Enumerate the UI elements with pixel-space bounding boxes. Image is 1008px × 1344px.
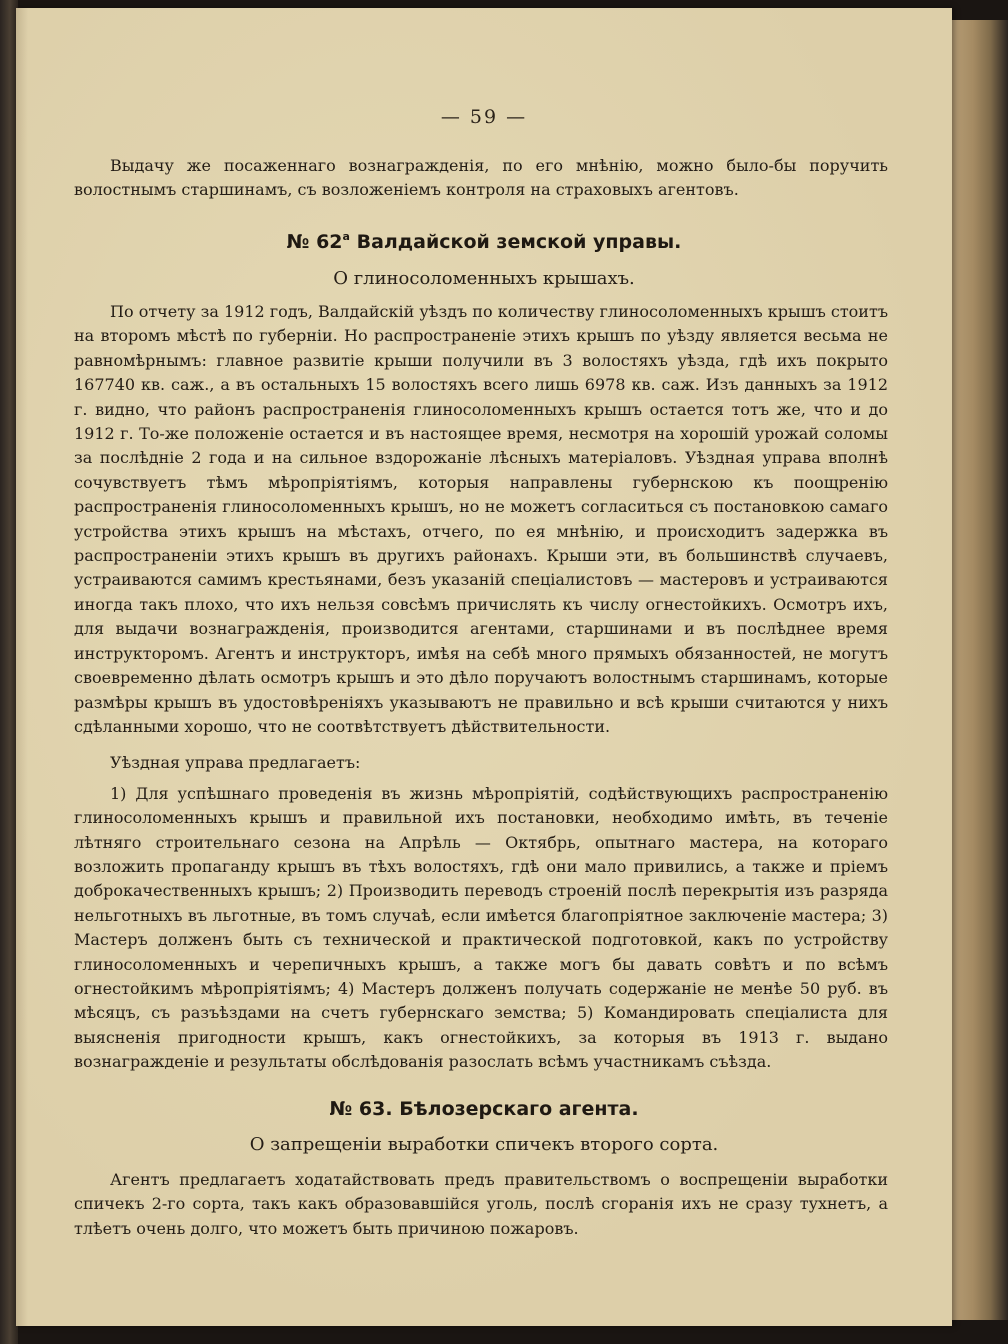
section-62-heading bbox=[16, 230, 952, 253]
section-62-number: № 62 bbox=[286, 231, 343, 253]
section-63-heading: № 63. Бѣлозерскаго агента. bbox=[329, 1098, 639, 1120]
section-62-body bbox=[74, 300, 888, 1075]
page-stack-edge bbox=[950, 20, 1008, 1320]
intro-paragraph-block bbox=[74, 154, 888, 203]
section-62-paragraph-3: 1) Для успѣшнаго проведенія въ жизнь мѣропріятій, содѣйствующихъ распространенію глиносоломенныхъ крышъ и правильной ихъ постановки, необходимо имѣть, въ теченіе лѣтняго строительнаго сезона на Апрѣль — Октябрь, опытнаго мастера, на котораго возложить пропаганду крышъ въ тѣхъ волостяхъ, гдѣ они мало привились, а также и пріемъ доброкачественныхъ крышъ; 2) Производить переводъ строеній послѣ перекрытія изъ разряда нельготныхъ въ льготные, въ томъ случаѣ, если имѣется благопріятное заключеніе мастера; 3) Мастеръ долженъ быть съ технической и практической подготовкой, какъ по устройству глиносоломенныхъ и черепичныхъ крышъ, а также могъ бы давать совѣтъ и по всѣмъ огнестойкимъ мѣропріятіямъ; 4) Мастеръ долженъ получать содержаніе не менѣе 50 руб. въ мѣсяцъ, съ разъѣздами на счетъ губернскаго земства; 5) Командировать спеціалиста для выясненія пригодности крышъ, какъ огнестойкихъ, за которыя въ 1913 г. выдано вознагражденіе и результаты обслѣдованія разослать всѣмъ участникамъ съѣзда. bbox=[74, 783, 888, 1072]
section-62-paragraph-2: Уѣздная управа предлагаетъ: bbox=[110, 753, 361, 773]
section-62-superscript: а bbox=[342, 230, 350, 243]
section-62-subtitle: О глиносоломенныхъ крышахъ. bbox=[333, 268, 635, 289]
section-63-paragraph-1: Агентъ предлагаетъ ходатайствовать предъ правительствомъ о воспрещеніи выработки спичекъ 2-го сорта, такъ какъ образовавшійся уголь, послѣ сгоранія ихъ не сразу тухнетъ, а тлѣетъ очень долго, что можетъ быть причиною пожаровъ. bbox=[74, 1170, 888, 1238]
intro-paragraph: Выдачу же посаженнаго вознагражденія, по его мнѣнію, можно было-бы поручить волостнымъ старшинамъ, съ возложеніемъ контроля на страховыхъ агентовъ. bbox=[74, 156, 888, 200]
section-63-subtitle: О запрещеніи выработки спичекъ второго сорта. bbox=[249, 1134, 719, 1155]
document-page bbox=[16, 8, 952, 1326]
section-63-body bbox=[74, 1168, 888, 1241]
section-62-paragraph-1: По отчету за 1912 годъ, Валдайскій уѣздъ по количеству глиносоломенныхъ крышъ стоитъ на второмъ мѣстѣ по губерніи. Но распространеніе этихъ крышъ по уѣзду является весьма не равномѣрнымъ: главное развитіе крыши получили въ 3 волостяхъ уѣзда, гдѣ ихъ покрыто 167740 кв. саж., а въ остальныхъ 15 волостяхъ всего лишь 6978 кв. саж. Изъ данныхъ за 1912 г. видно, что районъ распространенія глиносоломенныхъ крышъ остается тотъ же, что и до 1912 г. То-же положеніе остается и въ настоящее время, несмотря на хорошій урожай соломы за послѣдніе 2 года и на сильное вздорожаніе лѣсныхъ матеріаловъ. Уѣздная управа вполнѣ сочувствуетъ тѣмъ мѣропріятіямъ, которыя направлены губернскою къ поощренію распространенія глиносоломенныхъ крышъ, но не можетъ согласиться съ постановкою самаго устройства этихъ крышъ на мѣстахъ, отчего, по ея мнѣнію, и происходитъ задержка въ распространеніи этихъ крышъ въ другихъ районахъ. Крыши эти, въ большинствѣ случаевъ, устраиваются самимъ крестьянами, безъ указаній спеціалистовъ — мастеровъ и устраиваются иногда такъ плохо, что ихъ нельзя совсѣмъ причислять къ числу огнестойкихъ. Осмотръ ихъ, для выдачи вознагражденія, производится агентами, старшинами и въ послѣднее время инструкторомъ. Агентъ и инструкторъ, имѣя на себѣ много прямыхъ обязанностей, не могутъ своевременно дѣлать осмотръ крышъ и это дѣло поручаютъ волостнымъ старшинамъ, которые размѣры крышъ въ удостовѣреніяхъ указываютъ не правильно и всѣ крыши считаются у нихъ сдѣланными хорошо, что не соотвѣтствуетъ дѣйствительности. bbox=[74, 302, 888, 736]
page-number: — 59 — bbox=[440, 106, 528, 128]
section-62-title: Валдайской земской управы. bbox=[349, 231, 682, 253]
